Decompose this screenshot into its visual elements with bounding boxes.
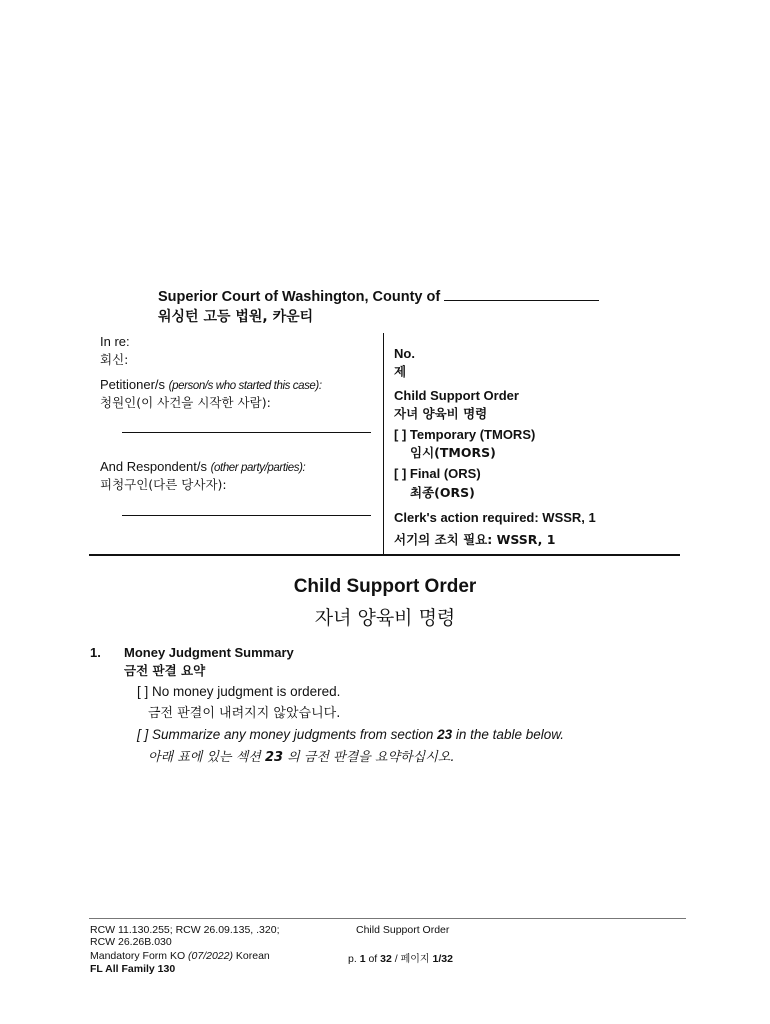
no-money-judgment-ko: 금전 판결이 내려지지 않았습니다. — [148, 706, 341, 721]
temporary-checkbox[interactable]: [ ] Temporary (TMORS) — [394, 427, 536, 442]
section-title-ko: 금전 판결 요약 — [124, 663, 206, 678]
footer-rule — [89, 918, 686, 919]
page-ko: 페이지 — [400, 954, 430, 965]
summarize-judgments-checkbox[interactable] — [137, 727, 564, 742]
respondent-label — [100, 459, 305, 474]
respondent-label-text: And Respondent/s — [100, 459, 207, 474]
court-heading — [158, 287, 599, 305]
in-re-label-ko: 회신: — [100, 352, 129, 367]
mandatory-pre: Mandatory Form KO — [90, 950, 189, 962]
clerk-action-label-ko: 서기의 조치 필요: WSSR, 1 — [394, 532, 556, 547]
clerk-action-label: Clerk's action required: WSSR, 1 — [394, 510, 596, 525]
footer-mandatory-form — [90, 950, 270, 962]
page-title-ko: 자녀 양육비 명령 — [314, 607, 456, 629]
caption-vertical-divider — [383, 333, 384, 555]
final-checkbox[interactable]: [ ] Final (ORS) — [394, 466, 481, 481]
doc-title-label-ko: 자녀 양육비 명령 — [394, 406, 488, 421]
summarize-judgments-ko — [148, 746, 454, 765]
footer-rcw-line2: RCW 26.26B.030 — [90, 936, 172, 948]
summarize-section-number: 23 — [437, 727, 453, 742]
summarize-ko-number: 23 — [265, 750, 284, 765]
case-number-label-ko: 제 — [394, 364, 407, 379]
footer-doc-name: Child Support Order — [356, 924, 450, 936]
no-money-judgment-checkbox[interactable]: [ ] No money judgment is ordered. — [137, 684, 341, 699]
mandatory-date: (07/2022) — [188, 950, 233, 962]
temporary-label-ko: 임시(TMORS) — [410, 445, 496, 460]
mandatory-post: Korean — [232, 950, 270, 962]
section-title: Money Judgment Summary — [124, 645, 294, 660]
section-number: 1. — [90, 645, 101, 660]
court-heading-ko: 워싱턴 고등 법원, 카운티 — [158, 309, 314, 325]
petitioner-label-text: Petitioner/s — [100, 377, 166, 392]
page-pre: p. — [348, 953, 360, 965]
case-number-label: No. — [394, 346, 415, 361]
summarize-ko-pre: 아래 표에 있는 섹션 — [148, 750, 265, 765]
summarize-text-post: in the table below. — [452, 727, 564, 742]
page-total: 32 — [380, 953, 392, 965]
clerk-action-ko-wrap — [394, 530, 555, 548]
page-sep: / — [391, 953, 401, 965]
footer-page-number — [348, 950, 453, 965]
in-re-label: In re: — [100, 334, 130, 349]
temporary-ko-wrap — [410, 443, 496, 461]
court-name: Superior Court of Washington, County of — [158, 289, 441, 305]
petitioner-note: (person/s who started this case): — [168, 380, 322, 392]
case-number-label-ko-wrap — [394, 362, 406, 380]
page-of: of — [365, 953, 381, 965]
page-ko-num: 1/32 — [429, 953, 453, 965]
respondent-note: (other party/parties): — [210, 462, 306, 474]
summarize-ko-post: 의 금전 판결을 요약하십시오. — [283, 750, 455, 765]
footer-form-id: FL All Family 130 — [90, 963, 176, 975]
respondent-label-ko: 피청구인(다른 당사자): — [100, 477, 227, 492]
respondent-signature-line[interactable] — [122, 515, 371, 516]
doc-title-label: Child Support Order — [394, 388, 519, 403]
footer-rcw-line1: RCW 11.130.255; RCW 26.09.135, .320; — [90, 924, 280, 936]
petitioner-label-ko: 청원인(이 사건을 시작한 사람): — [100, 395, 271, 410]
county-blank-line[interactable] — [444, 287, 599, 301]
petitioner-label — [100, 377, 322, 392]
petitioner-signature-line[interactable] — [122, 432, 371, 433]
page-current: 1 — [359, 953, 366, 965]
doc-title-label-ko-wrap — [394, 404, 487, 422]
final-label-ko: 최종(ORS) — [410, 485, 475, 500]
final-ko-wrap — [410, 483, 475, 501]
page-title: Child Support Order — [293, 576, 477, 597]
caption-bottom-rule — [89, 554, 680, 556]
summarize-text-pre: [ ] Summarize any money judgments from section — [137, 727, 438, 742]
